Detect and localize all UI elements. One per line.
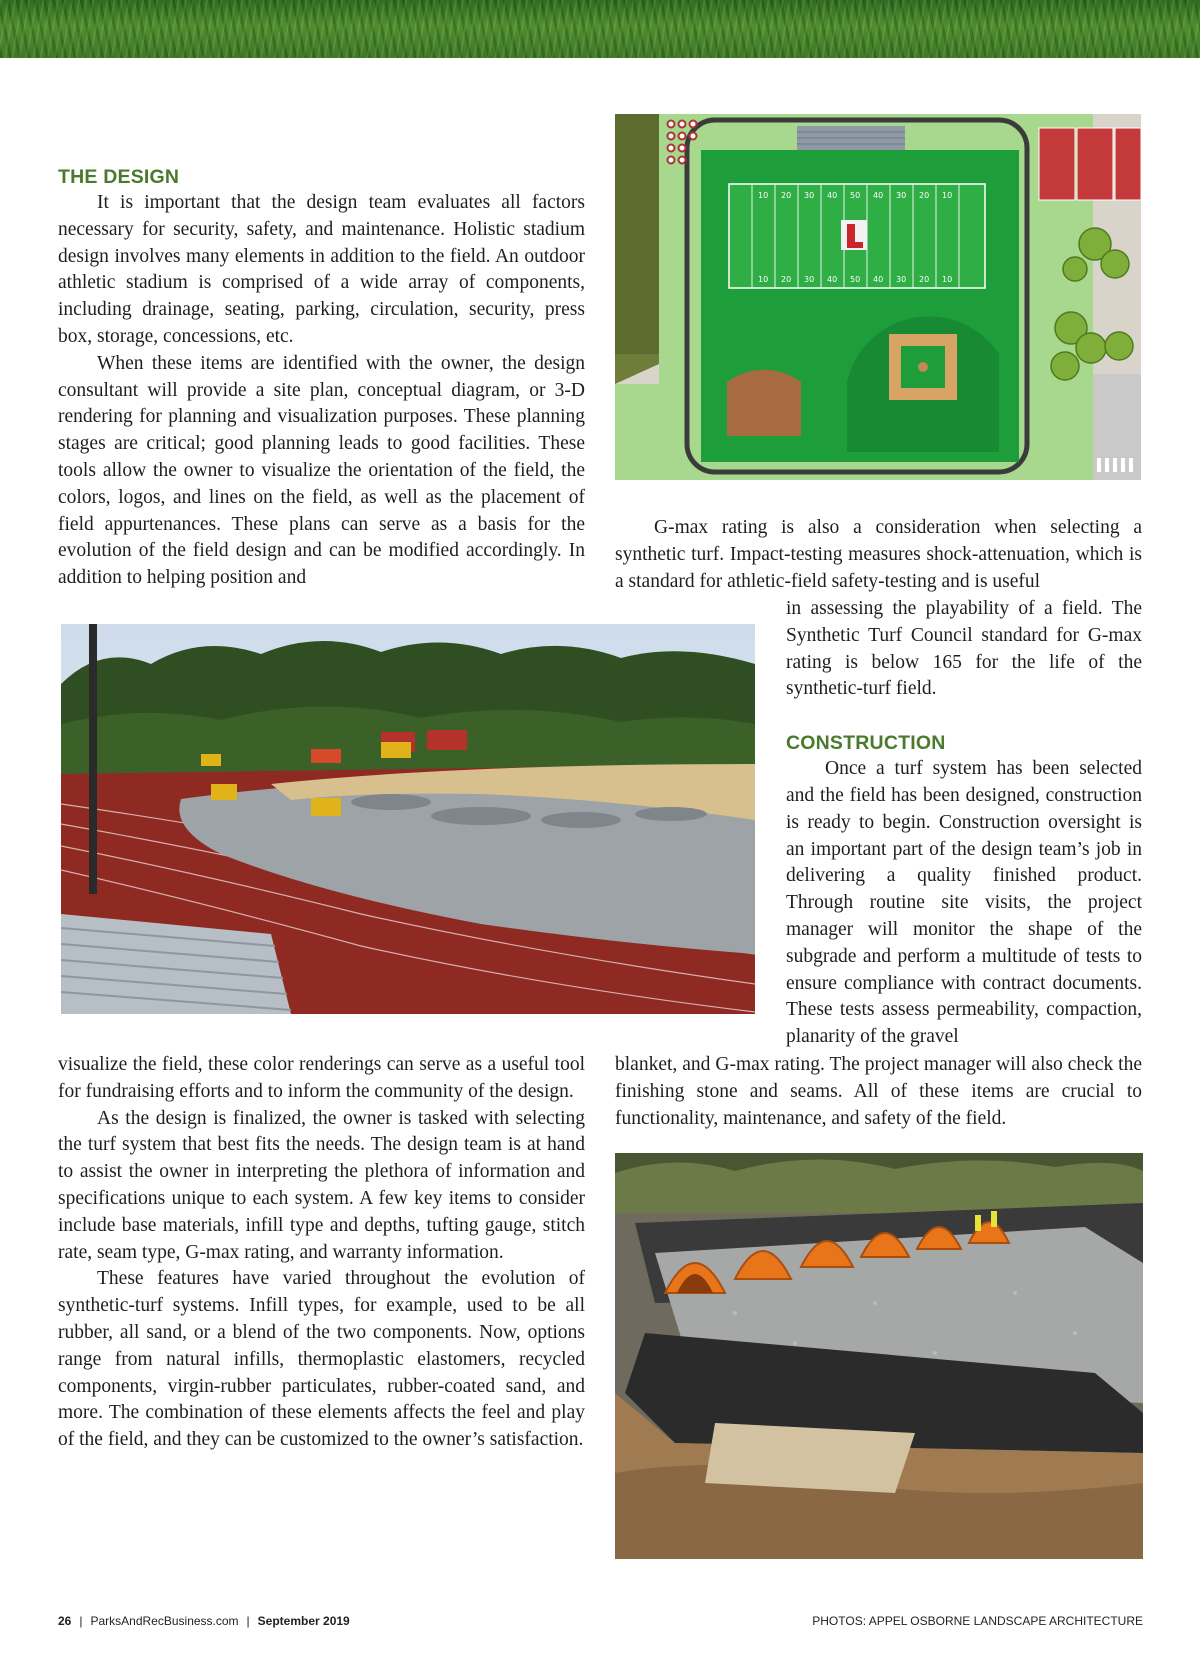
- yard-number-bottom: 30: [804, 275, 815, 284]
- yard-number-top: 20: [919, 191, 930, 200]
- yard-number-bottom: 20: [781, 275, 792, 284]
- design-paragraph-2: When these items are identified with the owner, the design consultant will provide a site plan, conceptual diagram, or 3-D rendering for planning and visualization purposes. These planning stages are critical; good planning leads to good facilities. These tools allow the owner to visualize the orientation of the field, the colors, logos, and lines on the field, as well as the placement of field appurtenances. These plans can serve as a basis for the evolution of the field design and can be modified accordingly. In addition to helping position and: [58, 352, 585, 589]
- yard-number-top: 20: [781, 191, 792, 200]
- design-heading: THE DESIGN: [58, 166, 180, 188]
- construction-text-wide: [615, 1052, 1142, 1132]
- grass-header-banner: [0, 0, 1200, 58]
- design-paragraph-2-continued: visualize the field, these color renderings can serve as a useful tool for fundraising efforts and to inform the community of the design.: [58, 1054, 585, 1102]
- yard-number-top: 40: [827, 191, 838, 200]
- yard-number-bottom: 30: [896, 275, 907, 284]
- gmax-paragraph-wide: G-max rating is also a consideration when selecting a synthetic turf. Impact-testing measures shock-attenuation, which is a standard for athletic-field safety-testing and is useful: [615, 517, 1142, 592]
- yard-number-top: 30: [804, 191, 815, 200]
- footer-date: September 2019: [257, 1614, 350, 1628]
- site-plan-drawing: [615, 114, 1141, 480]
- field-construction-photo: [61, 624, 755, 1014]
- yard-number-bottom: 20: [919, 275, 930, 284]
- gmax-paragraph-narrow: in assessing the playability of a field. The Synthetic Turf Council standard for G-max rating is below 165 for the life of the synthetic-turf field.: [786, 598, 1142, 700]
- yard-number-top: 10: [758, 191, 769, 200]
- design-text-bottom: [58, 1052, 585, 1454]
- design-paragraph-1: It is important that the design team evaluates all factors necessary for security, safety, and maintenance. Holistic stadium design involves many elements in addition to the field. An outdoor athletic stadium is comprised of a wide array of components, including drainage, seating, parking, circulation, security, press box, storage, concessions, etc.: [58, 192, 585, 347]
- yard-number-bottom: 10: [942, 275, 953, 284]
- page-footer: [58, 1614, 1143, 1628]
- photo-credit: PHOTOS: APPEL OSBORNE LANDSCAPE ARCHITECTURE: [812, 1614, 1143, 1628]
- field-construction-drawing: [61, 624, 755, 1014]
- yard-number-bottom: 10: [758, 275, 769, 284]
- footer-site: ParksAndRecBusiness.com: [90, 1614, 239, 1628]
- gmax-text-wide: [615, 515, 1142, 595]
- yard-number-top: 50: [850, 191, 861, 200]
- yard-number-top: 40: [873, 191, 884, 200]
- gmax-construction-text-narrow: [786, 596, 1142, 1051]
- stadium-site-plan-image: [615, 114, 1141, 480]
- construction-paragraph-wide: blanket, and G-max rating. The project manager will also check the finishing stone and seams. All of these items are crucial to functionality, maintenance, and safety of the field.: [615, 1054, 1142, 1129]
- design-text-top: [58, 164, 585, 592]
- stormwater-chamber-drawing: [615, 1153, 1143, 1559]
- yard-number-bottom: 50: [850, 275, 861, 284]
- footer-left: 26 | ParksAndRecBusiness.com | September 2019: [58, 1614, 350, 1628]
- page-number: 26: [58, 1614, 72, 1628]
- design-paragraph-4: These features have varied throughout the evolution of synthetic-turf systems. Infill types, for example, used to be all rubber, all sand, or a blend of the two components. Now, options range from natural infills, thermoplastic elastomers, recycled components, virgin-rubber particulates, rubber-coated sand, and more. The combination of these elements affects the feel and play of the field, and they can be customized to the owner’s satisfaction.: [58, 1268, 585, 1451]
- yard-number-top: 10: [942, 191, 953, 200]
- yard-number-bottom: 40: [827, 275, 838, 284]
- yard-number-bottom: 40: [873, 275, 884, 284]
- construction-heading: CONSTRUCTION: [786, 732, 946, 755]
- design-paragraph-3: As the design is finalized, the owner is tasked with selecting the turf system that best fits the needs. The design team is at hand to assist the owner in interpreting the plethora of information and specifications unique to each system. A few key items to consider include base materials, infill type and depths, tufting gauge, stitch rate, seam type, G-max rating, and warranty information.: [58, 1107, 585, 1263]
- construction-paragraph-narrow: Once a turf system has been selected and the field has been designed, construction is ready to begin. Construction oversight is an important part of the design team’s job in delivering a quality finished product. Through routine site visits, the project manager will monitor the shape of the subgrade and perform a multitude of tests to ensure compliance with contract documents. These tests assess permeability, compaction, planarity of the gravel: [786, 758, 1142, 1048]
- yard-number-top: 30: [896, 191, 907, 200]
- stormwater-chamber-photo: [615, 1153, 1143, 1559]
